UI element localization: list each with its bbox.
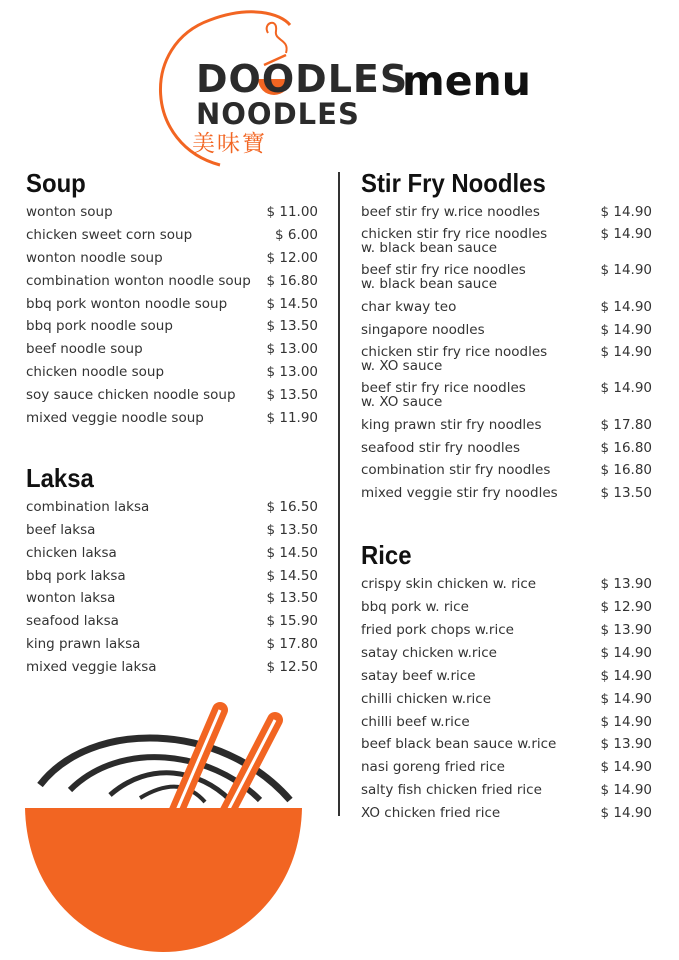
menu-item-price: $ 16.80	[600, 439, 652, 456]
menu-item-price: $ 13.50	[266, 590, 318, 607]
menu-item-name: singapore noodles	[361, 321, 485, 338]
menu-item	[361, 714, 652, 737]
menu-item-name: king prawn laksa	[26, 636, 141, 653]
section-title-soup: Soup	[26, 168, 86, 198]
menu-item-price: $ 17.80	[266, 636, 318, 653]
menu-item	[361, 668, 652, 691]
left-column	[26, 166, 318, 710]
menu-item-name: combination wonton noodle soup	[26, 272, 251, 289]
menu-item	[361, 462, 652, 485]
menu-item-name: wonton noodle soup	[26, 249, 163, 266]
menu-item	[361, 322, 652, 345]
soup-items	[26, 204, 318, 433]
menu-item-name: beef noodle soup	[26, 341, 143, 358]
menu-item-price: $ 14.90	[600, 321, 652, 338]
menu-item-price: $ 14.90	[600, 261, 652, 278]
menu-item-name: XO chicken fried rice	[361, 805, 501, 822]
menu-item-price: $ 13.50	[266, 521, 318, 538]
menu-item-price: $ 13.00	[266, 341, 318, 358]
menu-item	[26, 613, 318, 636]
menu-item-name: bbq pork wonton noodle soup	[26, 295, 228, 312]
menu-item	[26, 545, 318, 568]
menu-item-price: $ 14.90	[600, 644, 652, 661]
menu-item-price: $ 12.90	[600, 599, 652, 616]
menu-item-name: beef stir fry rice noodles w. XO sauce	[361, 379, 526, 410]
menu-item	[26, 341, 318, 364]
menu-item	[26, 387, 318, 410]
menu-item	[26, 273, 318, 296]
menu-item	[361, 622, 652, 645]
menu-item	[26, 636, 318, 659]
menu-item-name: char kway teo	[361, 298, 457, 315]
menu-item-name: seafood stir fry noodles	[361, 439, 520, 456]
menu-item-price: $ 11.00	[266, 204, 318, 220]
menu-item-price: $ 14.90	[600, 379, 652, 396]
menu-item-price: $ 14.50	[266, 544, 318, 561]
menu-item-name: bbq pork w. rice	[361, 599, 469, 616]
menu-item-name: beef stir fry rice noodles w. black bean sauce	[361, 261, 526, 292]
menu-item	[26, 568, 318, 591]
menu-item-price: $ 13.50	[266, 387, 318, 404]
menu-item-name: beef laksa	[26, 521, 96, 538]
menu-item	[26, 296, 318, 319]
menu-item	[26, 227, 318, 250]
menu-item-price: $ 12.50	[266, 659, 318, 676]
section-title-laksa: Laksa	[26, 462, 94, 493]
menu-item-price: $ 14.90	[600, 298, 652, 315]
menu-item-price: $ 13.00	[266, 364, 318, 381]
menu-item-price: $ 14.90	[600, 343, 652, 360]
menu-item-name: chicken stir fry rice noodles w. black bean sauce	[361, 225, 548, 256]
laksa-items	[26, 499, 318, 682]
menu-item-name: mixed veggie stir fry noodles	[361, 485, 558, 502]
menu-item	[361, 691, 652, 714]
menu-item-price: $ 13.90	[600, 622, 652, 639]
column-divider	[338, 172, 340, 816]
menu-item-price: $ 13.50	[266, 318, 318, 335]
menu-item	[26, 590, 318, 613]
menu-item	[361, 381, 652, 417]
menu-item-price: $ 13.50	[600, 485, 652, 502]
menu-item-name: seafood laksa	[26, 613, 119, 630]
section-laksa	[26, 461, 318, 682]
menu-item-name: chilli beef w.rice	[361, 713, 470, 730]
menu-item-name: king prawn stir fry noodles	[361, 416, 542, 433]
right-column	[361, 166, 652, 856]
menu-item-name: fried pork chops w.rice	[361, 622, 514, 639]
section-stir-fry	[361, 166, 652, 508]
menu-item-price: $ 16.80	[266, 272, 318, 289]
menu-item	[26, 204, 318, 227]
menu-item-name: chicken sweet corn soup	[26, 226, 193, 243]
menu-item-name: bbq pork noodle soup	[26, 318, 173, 335]
menu-item-price: $ 16.50	[266, 498, 318, 515]
menu-item-price: $ 14.90	[600, 782, 652, 799]
menu-item-name: satay chicken w.rice	[361, 644, 497, 661]
menu-item-name: chicken laksa	[26, 544, 117, 561]
logo-text-doodles: DOODLES	[196, 57, 409, 101]
menu-item-price: $ 14.90	[600, 204, 652, 220]
menu-item	[361, 805, 652, 828]
menu-item	[361, 759, 652, 782]
menu-item	[26, 250, 318, 273]
menu-item	[361, 204, 652, 227]
menu-item-price: $ 14.50	[266, 295, 318, 312]
menu-item-name: combination stir fry noodles	[361, 462, 551, 479]
menu-item-name: crispy skin chicken w. rice	[361, 576, 537, 593]
logo-text-chinese: 美味寶	[192, 131, 267, 157]
menu-item-price: $ 14.90	[600, 805, 652, 822]
menu-item	[361, 299, 652, 322]
menu-item	[26, 318, 318, 341]
menu-item-price: $ 16.80	[600, 462, 652, 479]
menu-heading: menu	[402, 57, 531, 105]
menu-item-name: bbq pork laksa	[26, 567, 126, 584]
menu-item	[361, 782, 652, 805]
menu-item-name: chilli chicken w.rice	[361, 690, 492, 707]
noodle-bowl-illustration	[20, 690, 310, 960]
menu-item-price: $ 6.00	[275, 226, 318, 243]
menu-item	[361, 263, 652, 299]
menu-item-name: mixed veggie laksa	[26, 659, 157, 676]
menu-item-name: soy sauce chicken noodle soup	[26, 387, 236, 404]
menu-item-name: combination laksa	[26, 498, 150, 515]
menu-item-price: $ 14.90	[600, 713, 652, 730]
menu-item-price: $ 15.90	[266, 613, 318, 630]
menu-item-price: $ 14.90	[600, 690, 652, 707]
rice-items	[361, 576, 652, 828]
menu-item-name: wonton laksa	[26, 590, 116, 607]
menu-item	[361, 440, 652, 463]
logo-text-noodles: NOODLES	[196, 97, 360, 131]
menu-item-price: $ 12.00	[266, 249, 318, 266]
section-title-rice: Rice	[361, 540, 412, 571]
brand-logo	[140, 5, 540, 175]
menu-item-name: wonton soup	[26, 204, 113, 220]
menu-item-price: $ 13.90	[600, 736, 652, 753]
menu-item-name: mixed veggie noodle soup	[26, 410, 204, 427]
section-soup	[26, 166, 318, 433]
menu-item-name: beef stir fry w.rice noodles	[361, 204, 540, 220]
menu-item-name: satay beef w.rice	[361, 667, 476, 684]
menu-item	[361, 736, 652, 759]
menu-item	[26, 522, 318, 545]
menu-item-name: nasi goreng fried rice	[361, 759, 505, 776]
menu-item-price: $ 17.80	[600, 416, 652, 433]
menu-item	[361, 645, 652, 668]
menu-item-price: $ 14.90	[600, 759, 652, 776]
menu-item	[361, 599, 652, 622]
section-rice	[361, 538, 652, 828]
section-title-stir-fry: Stir Fry Noodles	[361, 168, 546, 198]
menu-item-price: $ 14.90	[600, 225, 652, 242]
menu-item	[361, 576, 652, 599]
menu-item-price: $ 13.90	[600, 576, 652, 593]
menu-item	[26, 499, 318, 522]
menu-item-price: $ 14.50	[266, 567, 318, 584]
menu-item-price: $ 11.90	[266, 410, 318, 427]
menu-item-name: beef black bean sauce w.rice	[361, 736, 557, 753]
stir-fry-items	[361, 204, 652, 508]
menu-item	[361, 227, 652, 263]
menu-item-name: chicken stir fry rice noodles w. XO sauce	[361, 343, 548, 374]
menu-item	[361, 485, 652, 508]
menu-item	[361, 417, 652, 440]
menu-item	[26, 410, 318, 433]
menu-item-name: chicken noodle soup	[26, 364, 165, 381]
menu-item	[361, 345, 652, 381]
menu-item	[26, 659, 318, 682]
menu-item-price: $ 14.90	[600, 667, 652, 684]
menu-item	[26, 364, 318, 387]
menu-item-name: salty fish chicken fried rice	[361, 782, 542, 799]
